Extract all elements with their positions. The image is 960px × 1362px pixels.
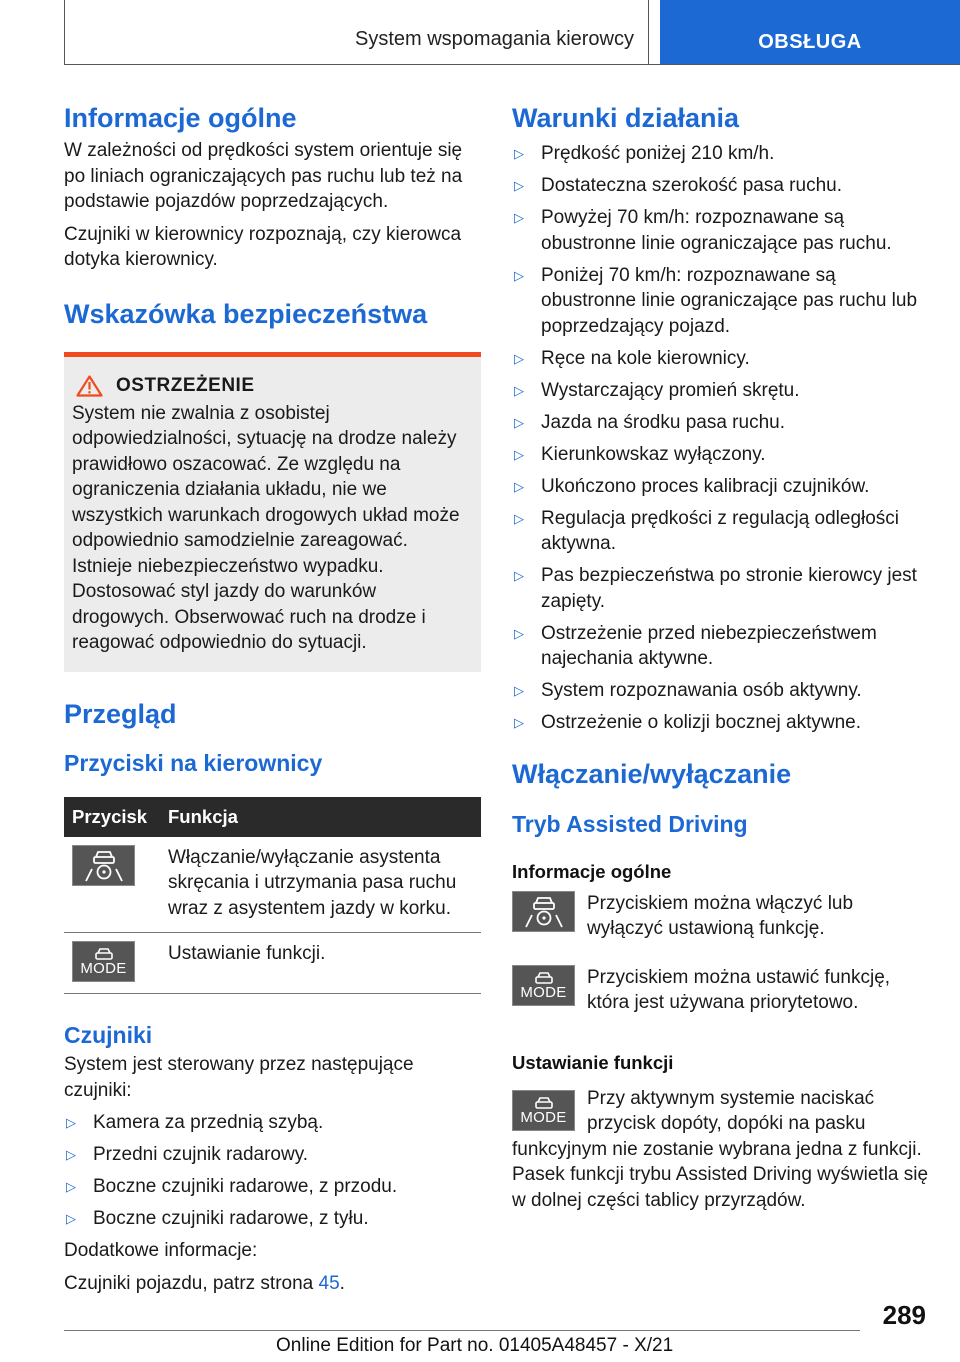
mode-label: MODE [520, 983, 567, 1001]
triangle-bullet-icon: ▷ [66, 1211, 76, 1226]
list-item: ▷ Ukończono proces kalibracji czujników. [512, 474, 930, 500]
warning-box [64, 352, 481, 672]
mode-label: MODE [520, 1108, 567, 1126]
triangle-bullet-icon: ▷ [514, 146, 524, 161]
header-box [64, 0, 649, 65]
left-column [64, 100, 481, 1296]
list-item: ▷ Boczne czujniki radarowe, z tyłu. [64, 1206, 481, 1232]
warning-title: OSTRZEŻENIE [116, 374, 255, 396]
sensors-intro: System jest sterowany przez następujące czujniki: [64, 1054, 414, 1101]
mode-heading: Tryb Assisted Driving [512, 810, 748, 837]
mode-icon [72, 941, 135, 982]
triangle-bullet-icon: ▷ [514, 350, 524, 366]
triangle-bullet-icon: ▷ [66, 1179, 76, 1194]
edition-text: Online Edition for Part no. 01405A48457 - X/21 [276, 1335, 674, 1356]
table-cell-function: Włączanie/wyłączanie asystenta skręcania i utrzymania pasa ruchu wraz z asystentem jazdy w korku. [160, 837, 481, 933]
set-function-heading: Ustawianie funkcji [512, 1051, 674, 1073]
general-info-p2: Czujniki w kierownicy rozpoznają, czy kierowca dotyka kierownicy. [64, 223, 462, 270]
right-column [512, 100, 930, 1213]
triangle-bullet-icon: ▷ [514, 478, 524, 494]
list-item: ▷ Powyżej 70 km/h: rozpoznawane są obustronne linie ograniczające pas ruchu. [514, 207, 892, 254]
list-item: ▷ Ostrzeżenie przed niebezpieczeństwem najechania aktywne. [514, 622, 877, 669]
general-sub-heading: Informacje ogólne [512, 860, 672, 882]
chapter-tab[interactable]: OBSŁUGA [660, 0, 960, 64]
mode-icon [512, 1090, 575, 1131]
button-row [512, 965, 930, 1016]
table-row [64, 933, 481, 994]
page-link[interactable]: 45 [318, 1272, 340, 1294]
list-item: ▷ Pas bezpieczeństwa po stronie kierowcy jest zapięty. [514, 565, 917, 612]
list-item: ▷ Prędkość poniżej 210 km/h. [512, 141, 930, 167]
general-info-heading: Informacje ogólne [64, 103, 297, 133]
triangle-bullet-icon: ▷ [514, 178, 524, 193]
list-item: ▷ Poniżej 70 km/h: rozpoznawane są obustronne linie ograniczające pas ruchu lub poprzedzający pojazd. [514, 264, 918, 337]
table-row [64, 837, 481, 933]
steering-assist-icon [72, 845, 135, 886]
list-item: ▷ Wystarczający promień skrętu. [512, 378, 930, 404]
triangle-bullet-icon: ▷ [514, 715, 524, 730]
triangle-bullet-icon: ▷ [66, 1115, 76, 1130]
table-header-button: Przycisk [64, 797, 160, 837]
button-description: Przyciskiem można włączyć lub wyłączyć ustawioną funkcję. [587, 892, 854, 939]
more-info-label: Dodatkowe informacje: [64, 1240, 258, 1261]
steering-assist-icon [512, 891, 575, 932]
list-item: ▷ Ręce na kole kierownicy. [512, 346, 930, 372]
triangle-bullet-icon: ▷ [514, 625, 524, 641]
triangle-bullet-icon: ▷ [514, 210, 524, 225]
mode-label: MODE [80, 960, 127, 977]
list-item: ▷ Jazda na środku pasa ruchu. [512, 410, 930, 436]
list-item: ▷ Kamera za przednią szybą. [64, 1110, 481, 1136]
triangle-bullet-icon: ▷ [514, 446, 524, 462]
list-item: ▷ Kierunkowskaz wyłączony. [512, 442, 930, 468]
overview-heading: Przegląd [64, 698, 177, 729]
onoff-heading: Włączanie/wyłączanie [512, 758, 792, 789]
warning-triangle-icon [76, 375, 103, 397]
header-rule [64, 64, 960, 65]
buttons-table [64, 797, 481, 995]
list-item: ▷ Boczne czujniki radarowe, z przodu. [64, 1174, 481, 1200]
list-item: ▷ Dostateczna szerokość pasa ruchu. [512, 173, 930, 199]
triangle-bullet-icon: ▷ [514, 510, 524, 526]
safety-heading: Wskazówka bezpieczeństwa [64, 298, 428, 329]
button-row [512, 891, 930, 942]
table-header-row [64, 797, 481, 837]
list-item: ▷ System rozpoznawania osób aktywny. [512, 678, 930, 704]
table-cell-function: Ustawianie funkcji. [160, 933, 481, 994]
button-description: Przyciskiem można ustawić funkcję, która jest używana priorytetowo. [587, 966, 891, 1013]
page-number: 289 [882, 1300, 926, 1330]
button-row [512, 1086, 930, 1214]
sensors-list [64, 1110, 481, 1232]
list-item: ▷ Regulacja prędkości z regulacją odległości aktywna. [514, 507, 900, 554]
triangle-bullet-icon: ▷ [66, 1147, 76, 1162]
conditions-list [512, 141, 930, 736]
triangle-bullet-icon: ▷ [514, 568, 524, 583]
warning-header [76, 375, 471, 397]
triangle-bullet-icon: ▷ [514, 382, 524, 398]
table-header-function: Funkcja [160, 797, 481, 837]
footer-rule [64, 1330, 860, 1331]
triangle-bullet-icon: ▷ [514, 267, 524, 283]
warning-text: System nie zwalnia z osobistej odpowiedzialności, sytuację na drodze należy prawidłowo oszacować. Ze względu na ograniczenia działania układu, nie we wszystkich warunkach drogowych układ może odpowiednio samodzielnie zareagować. Istnieje niebezpieczeństwo wypadku. Dostosować styl jazdy do warunków drogowych. Obserwować ruch na drodze i reagować odpowiednio do sytuacji. [72, 402, 460, 653]
buttons-heading: Przyciski na kierownicy [64, 749, 323, 776]
table-cell-icon [64, 837, 160, 933]
mode-icon [512, 965, 575, 1006]
list-item: ▷ Przedni czujnik radarowy. [64, 1142, 481, 1168]
triangle-bullet-icon: ▷ [514, 414, 524, 430]
table-cell-icon [64, 933, 160, 994]
conditions-heading: Warunki działania [512, 103, 740, 133]
sensors-heading: Czujniki [64, 1022, 153, 1048]
general-info-p1: W zależności od prędkości system orientuje się po liniach ograniczających pas ruchu lub też na podstawie pojazdów poprzedzających. [64, 140, 463, 212]
triangle-bullet-icon: ▷ [514, 683, 524, 698]
sensors-reference: Czujniki pojazdu, patrz strona 45. [64, 1272, 345, 1294]
button-description: Przy aktywnym systemie naciskać przycisk dopóty, dopóki na pasku funkcyjnym nie zostanie wybrana jedna z funkcji. Pasek funkcji trybu Assisted Driving wyświetla się w dolnej części tablicy przyrządów. [512, 1087, 929, 1211]
section-title: System wspomagania kierowcy [355, 28, 634, 50]
list-item: ▷ Ostrzeżenie o kolizji bocznej aktywne. [512, 710, 930, 736]
